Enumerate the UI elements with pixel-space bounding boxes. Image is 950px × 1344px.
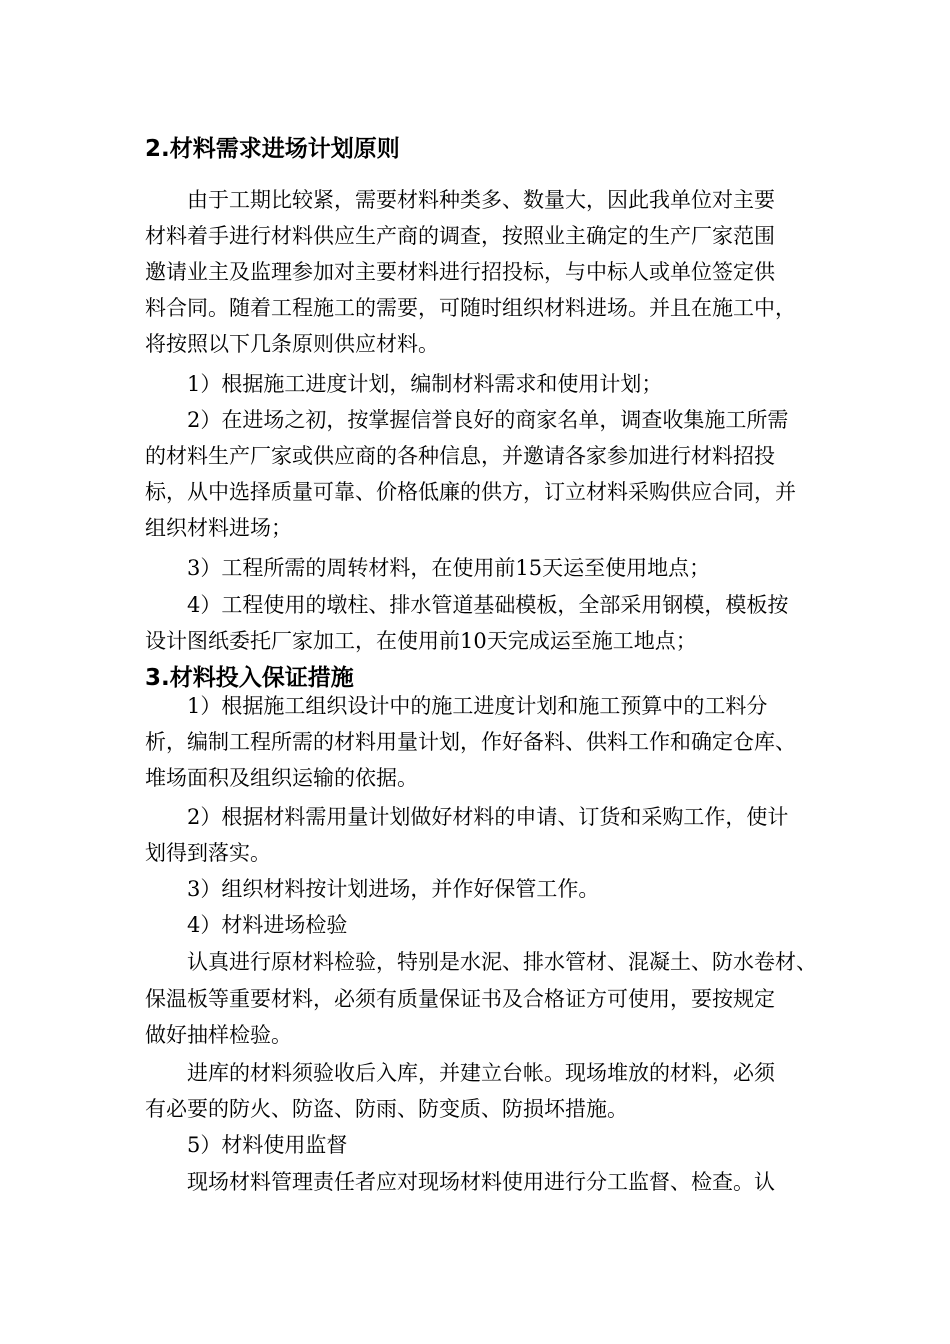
paragraph-line: 有必要的防火、防盗、防雨、防变质、防损坏措施。 — [145, 1097, 628, 1121]
list-item-4: 4）工程使用的墩柱、排水管道基础模板，全部采用钢模，模板按 — [187, 593, 789, 617]
paragraph-line: 保温板等重要材料，必须有质量保证书及合格证方可使用，要按规定 — [145, 987, 775, 1011]
list-item-2: 2）根据材料需用量计划做好材料的申请、订货和采购工作，使计 — [187, 805, 789, 829]
section-2-heading: 2.材料需求进场计划原则 — [145, 136, 400, 162]
paragraph-line: 将按照以下几条原则供应材料。 — [145, 332, 439, 356]
list-item-4: 4）材料进场检验 — [187, 913, 348, 937]
paragraph-line: 进库的材料须验收后入库，并建立台帐。现场堆放的材料，必须 — [187, 1061, 775, 1085]
paragraph-line: 由于工期比较紧，需要材料种类多、数量大，因此我单位对主要 — [187, 188, 775, 212]
paragraph-line: 标，从中选择质量可靠、价格低廉的供方，订立材料采购供应合同，并 — [145, 480, 796, 504]
paragraph-line: 析，编制工程所需的材料用量计划，作好备料、供料工作和确定仓库、 — [145, 730, 796, 754]
list-item-2: 2）在进场之初，按掌握信誉良好的商家名单，调查收集施工所需 — [187, 408, 789, 432]
paragraph-line: 现场材料管理责任者应对现场材料使用进行分工监督、检查。认 — [187, 1170, 775, 1194]
paragraph-line: 划得到落实。 — [145, 841, 271, 865]
paragraph-line: 的材料生产厂家或供应商的各种信息，并邀请各家参加进行材料招投 — [145, 444, 775, 468]
list-item-1: 1）根据施工组织设计中的施工进度计划和施工预算中的工料分 — [187, 694, 768, 718]
paragraph-line: 料合同。随着工程施工的需要，可随时组织材料进场。并且在施工中， — [145, 296, 796, 320]
section-3-heading: 3.材料投入保证措施 — [145, 665, 354, 691]
list-item-3: 3）工程所需的周转材料，在使用前15天运至使用地点； — [187, 556, 711, 580]
list-item-1: 1）根据施工进度计划，编制材料需求和使用计划； — [187, 372, 663, 396]
list-item-5: 5）材料使用监督 — [187, 1133, 348, 1157]
paragraph-line: 堆场面积及组织运输的依据。 — [145, 766, 418, 790]
paragraph-line: 组织材料进场； — [145, 516, 292, 540]
paragraph-line: 设计图纸委托厂家加工，在使用前10天完成运至施工地点； — [145, 629, 697, 653]
paragraph-line: 认真进行原材料检验，特别是水泥、排水管材、混凝土、防水卷材、 — [187, 950, 817, 974]
paragraph-line: 邀请业主及监理参加对主要材料进行招投标，与中标人或单位签定供 — [145, 260, 775, 284]
list-item-3: 3）组织材料按计划进场，并作好保管工作。 — [187, 877, 600, 901]
paragraph-line: 做好抽样检验。 — [145, 1023, 292, 1047]
paragraph-line: 材料着手进行材料供应生产商的调查，按照业主确定的生产厂家范围 — [145, 224, 775, 248]
